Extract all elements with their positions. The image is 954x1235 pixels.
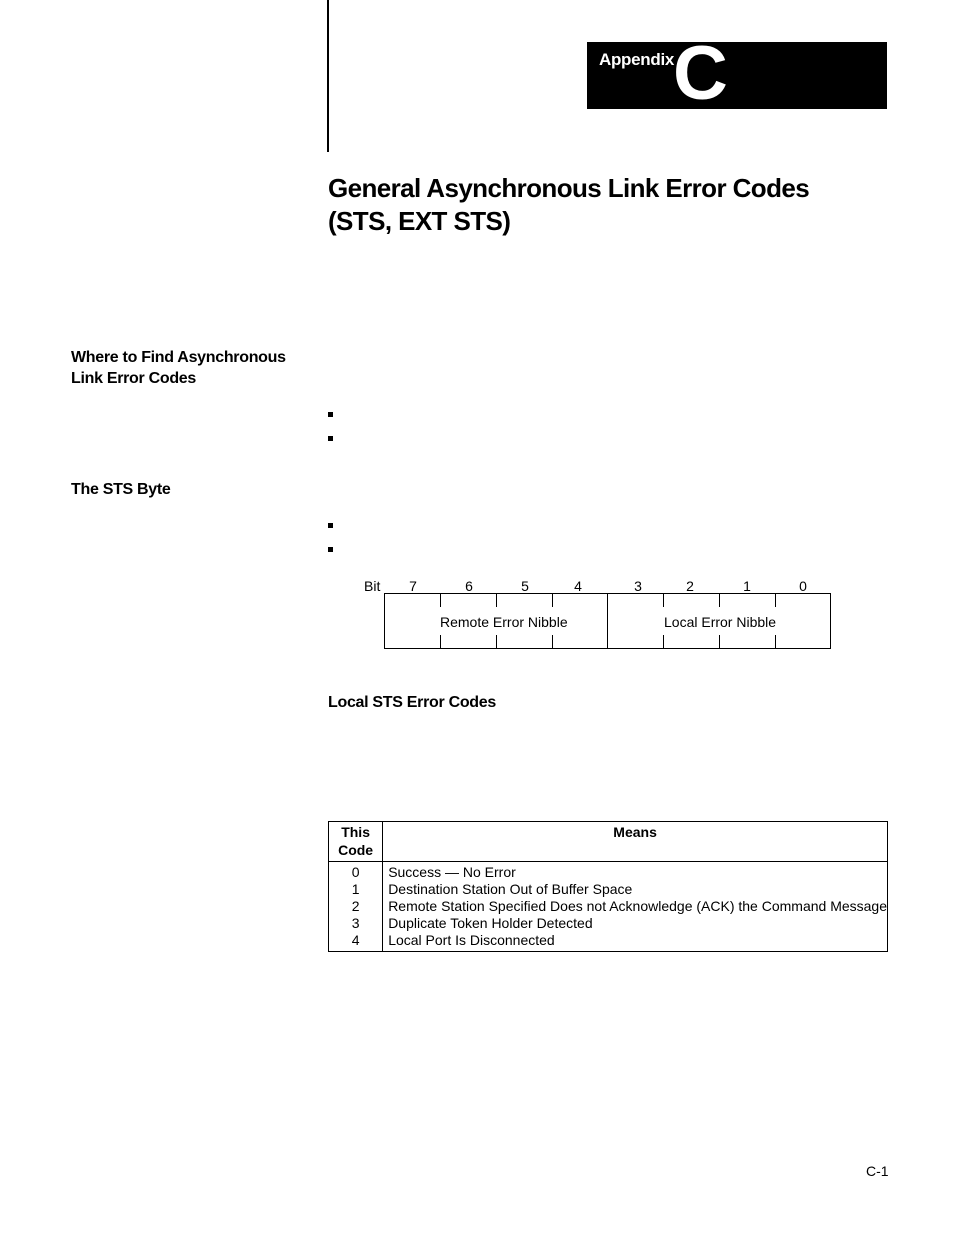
means-cell	[383, 862, 888, 952]
page-number: C-1	[866, 1163, 889, 1179]
local-error-nibble-label: Local Error Nibble	[664, 614, 777, 630]
bit-number-1: 1	[743, 578, 751, 594]
means-value: Local Port Is Disconnected	[388, 932, 555, 948]
bit-number-4: 4	[574, 578, 582, 594]
bit-number-6: 6	[465, 578, 473, 594]
header-vertical-rule	[327, 0, 329, 152]
code-value: 3	[351, 915, 360, 931]
appendix-label: Appendix	[599, 50, 675, 69]
means-value: Remote Station Specified Does not Acknowledge (ACK) the Command Message	[388, 898, 887, 914]
page-title-line-1: General Asynchronous Link Error Codes	[328, 173, 810, 203]
means-value: Duplicate Token Holder Detected	[388, 915, 593, 931]
column-header-code	[329, 822, 383, 862]
section-heading-text: The STS Byte	[71, 481, 171, 498]
bit-tick	[496, 635, 497, 648]
code-value: 0	[351, 864, 360, 880]
appendix-letter: C	[673, 42, 728, 109]
bit-number-0: 0	[799, 578, 807, 594]
bit-tick	[663, 594, 664, 607]
table-header-row	[329, 822, 888, 862]
bullet-icon	[328, 412, 333, 417]
bit-tick	[775, 635, 776, 648]
page-title-line-2: (STS, EXT STS)	[328, 206, 511, 236]
bit-tick	[719, 594, 720, 607]
section-heading-sts-byte	[71, 479, 311, 500]
bit-tick	[719, 635, 720, 648]
column-header-means: Means	[383, 822, 888, 862]
bit-tick	[552, 594, 553, 607]
bullet-icon	[328, 523, 333, 528]
bit-tick	[440, 635, 441, 648]
code-value: 4	[351, 932, 360, 948]
bullet-icon	[328, 436, 333, 441]
column-header-code-line-2: Code	[338, 842, 374, 858]
section-heading-local-sts: Local STS Error Codes	[328, 694, 496, 711]
nibble-divider	[607, 593, 608, 649]
appendix-tab	[587, 42, 887, 109]
bit-number-3: 3	[634, 578, 642, 594]
code-value: 1	[351, 881, 360, 897]
code-value: 2	[351, 898, 360, 914]
bit-tick	[440, 594, 441, 607]
bit-number-5: 5	[521, 578, 529, 594]
page-title	[328, 172, 888, 238]
remote-error-nibble-label: Remote Error Nibble	[440, 614, 568, 630]
bit-tick	[775, 594, 776, 607]
bit-tick	[663, 635, 664, 648]
bit-tick	[552, 635, 553, 648]
means-value: Destination Station Out of Buffer Space	[388, 881, 633, 897]
code-cell	[329, 862, 383, 952]
section-heading-line-2: Link Error Codes	[71, 370, 197, 387]
means-value: Success — No Error	[388, 864, 516, 880]
column-header-code-line-1: This	[341, 824, 370, 840]
bit-number-7: 7	[409, 578, 417, 594]
section-heading-line-1: Where to Find Asynchronous	[71, 349, 286, 366]
bit-tick	[496, 594, 497, 607]
bit-number-2: 2	[686, 578, 694, 594]
bit-axis-label: Bit	[364, 578, 381, 594]
bullet-icon	[328, 547, 333, 552]
local-sts-error-code-table	[328, 821, 888, 952]
table-row	[329, 862, 888, 952]
section-heading-where-to-find	[71, 347, 311, 389]
